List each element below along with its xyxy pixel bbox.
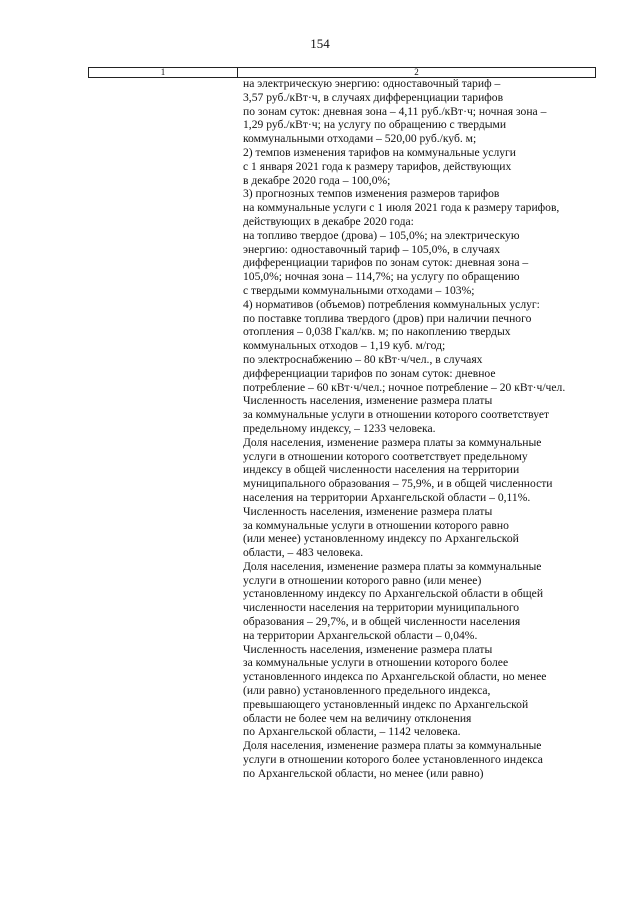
text-line: Численность населения, изменение размера платы [243,394,493,408]
text-line: на территории Архангельской области – 0,04%. [243,628,478,642]
text-line: на топливо твердое (дрова) – 105,0%; на электрическую [243,228,520,242]
text-line: по Архангельской области, но менее (или равно) [243,766,484,780]
text-line: по Архангельской области, – 1142 человека. [243,725,461,739]
text-line: образования – 29,7%, и в общей численности населения [243,615,521,629]
text-line: услуги в отношении которого соответствует предельному [243,449,528,463]
text-line: по поставке топлива твердого (дров) при наличии печного [243,311,532,325]
text-line: по электроснабжению – 80 кВт·ч/чел., в случаях [243,352,483,366]
text-line: индексу в общей численности населения на территории [243,463,520,477]
text-line: за коммунальные услуги в отношении которого соответствует [243,408,550,422]
text-line: области не более чем на величину отклонения [243,711,472,725]
text-line: населения на территории Архангельской области – 0,11%. [243,490,531,504]
table-header-col-2: 2 [414,67,419,77]
text-line: превышающего установленный индекс по Архангельской [243,697,529,711]
text-line: предельному индексу, – 1233 человека. [243,421,436,435]
text-line: муниципального образования – 75,9%, и в общей численности [243,477,553,491]
text-line: энергию: одноставочный тариф – 105,0%, в случаях [243,242,501,256]
text-line: действующих в декабре 2020 года: [243,214,414,228]
text-line: Численность населения, изменение размера платы [243,504,493,518]
text-line: с 1 января 2021 года к размеру тарифов, действующих [243,159,512,173]
text-line: дифференциации тарифов по зонам суток: дневная зона – [243,256,529,270]
text-line: 3) прогнозных темпов изменения размеров тарифов [243,187,500,201]
text-line: на электрическую энергию: одноставочный тариф – [243,77,501,90]
text-line: установленному индексу по Архангельской области в общей [243,587,544,601]
text-line: услуги в отношении которого более установленного индекса [243,753,543,767]
text-line: (или равно) установленного предельного индекса, [243,684,491,698]
text-line: в декабре 2020 года – 100,0%; [243,173,391,187]
text-line: 4) нормативов (объемов) потребления коммунальных услуг: [243,297,540,311]
text-line: дифференциации тарифов по зонам суток: дневное [243,366,496,380]
table-cell-text [243,77,613,781]
text-line: коммунальных отходов – 1,19 куб. м/год; [243,339,446,353]
text-line: за коммунальные услуги в отношении которого равно [243,518,509,532]
text-line: 105,0%; ночная зона – 114,7%; на услугу по обращению [243,270,520,284]
text-line: 3,57 руб./кВт·ч, в случаях дифференциации тарифов [243,90,504,104]
text-line: установленного индекса по Архангельской области, но менее [243,670,547,684]
text-line: области, – 483 человека. [243,546,364,560]
table-header-col-1: 1 [89,68,238,77]
text-line: 2) темпов изменения тарифов на коммунальные услуги [243,145,516,159]
text-line: Доля населения, изменение размера платы за коммунальные [243,559,542,573]
text-line: коммунальными отходами – 520,00 руб./куб. м; [243,132,477,146]
text-line: Доля населения, изменение размера платы за коммунальные [243,739,542,753]
text-line: (или менее) установленному индексу по Архангельской [243,532,519,546]
text-line: за коммунальные услуги в отношении которого более [243,656,509,670]
text-line: 1,29 руб./кВт·ч; на услугу по обращению с твердыми [243,118,507,132]
text-line: потребление – 60 кВт·ч/чел.; ночное потребление – 20 кВт·ч/чел. [243,380,566,394]
text-line: услуги в отношении которого равно (или менее) [243,573,482,587]
text-line: Численность населения, изменение размера платы [243,642,493,656]
text-line: отопления – 0,038 Гкал/кв. м; по накоплению твердых [243,325,511,339]
page-number: 154 [310,36,330,51]
text-line: на коммунальные услуги с 1 июля 2021 года к размеру тарифов, [243,201,560,215]
text-line: по зонам суток: дневная зона – 4,11 руб./кВт·ч; ночная зона – [243,104,547,118]
text-line: с твердыми коммунальными отходами – 103%; [243,283,475,297]
text-line: Доля населения, изменение размера платы за коммунальные [243,435,542,449]
text-line: численности населения на территории муниципального [243,601,520,615]
